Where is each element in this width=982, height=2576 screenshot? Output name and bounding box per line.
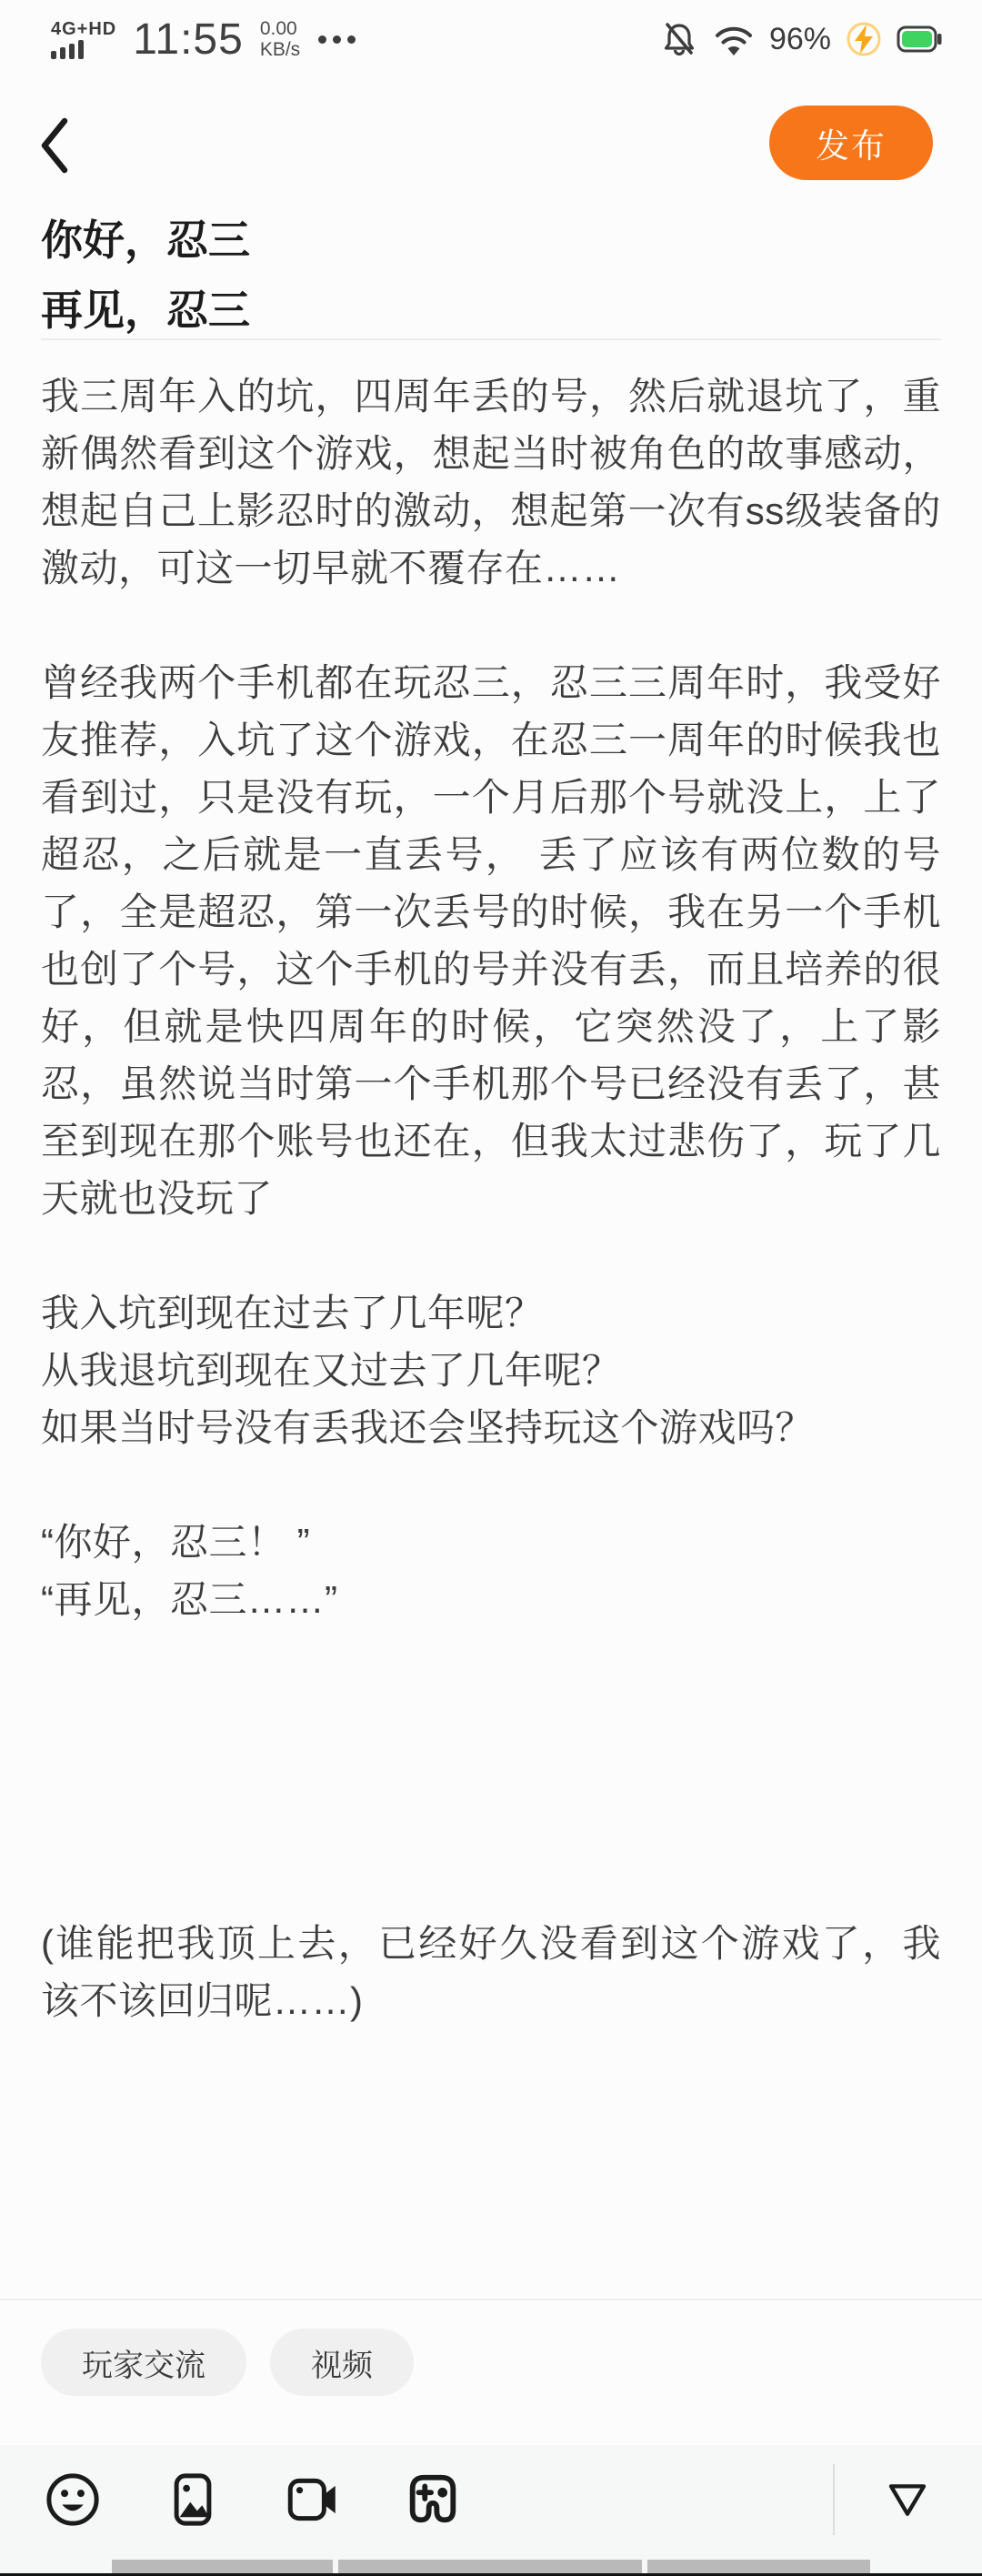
post-body-paragraph xyxy=(41,1456,941,1514)
post-body-paragraph xyxy=(41,1857,941,1915)
post-title-input[interactable] xyxy=(41,206,941,346)
emoji-button[interactable] xyxy=(42,2469,104,2531)
signal-bars-icon xyxy=(51,40,84,59)
charging-bolt-icon xyxy=(846,19,882,59)
editor-header xyxy=(0,95,982,196)
video-button[interactable] xyxy=(282,2469,344,2531)
emoji-icon xyxy=(43,2470,103,2530)
chevron-left-icon xyxy=(37,116,72,176)
back-button[interactable] xyxy=(27,109,82,182)
toolbar-icon-group xyxy=(42,2469,833,2531)
publish-button-label: 发布 xyxy=(816,127,887,165)
post-body-paragraph xyxy=(41,1227,941,1284)
mute-bell-icon xyxy=(660,20,698,58)
nav-hint-bar-center[interactable] xyxy=(338,2560,642,2573)
game-icon xyxy=(403,2470,463,2530)
post-body-paragraph xyxy=(41,1743,941,1800)
network-type-label: 4G+HD xyxy=(51,18,117,39)
post-body-paragraph: “再见，忍三……” xyxy=(41,1578,338,1621)
video-icon xyxy=(283,2470,343,2530)
tags-divider xyxy=(0,2299,982,2300)
image-icon xyxy=(163,2470,223,2530)
editor-toolbar xyxy=(0,2445,982,2576)
post-body-paragraph: (谁能把我顶上去，已经好久没看到这个游戏了，我该不该回归呢……) xyxy=(41,1922,941,2022)
publish-button[interactable] xyxy=(769,106,933,180)
post-body-paragraph: 我三周年入的坑，四周年丢的号，然后就退坑了，重新偶然看到这个游戏，想起当时被角色的故事感动，想起自己上影忍时的激动，想起第一次有ss级装备的激动，可这一切早就不覆存在…… xyxy=(41,375,941,589)
battery-percent-label: 96% xyxy=(768,21,831,56)
speed-value: 0.00 xyxy=(259,18,297,39)
image-button[interactable] xyxy=(162,2469,224,2531)
post-body-paragraph: 我入坑到现在过去了几年呢？ xyxy=(41,1292,544,1334)
post-body-paragraph xyxy=(41,1800,941,1857)
selected-tags-row xyxy=(41,2329,414,2396)
cell-signal xyxy=(51,20,116,59)
post-title-line: 再见，忍三 xyxy=(41,287,250,334)
post-body-paragraph xyxy=(41,1685,941,1743)
post-body-paragraph: 如果当时号没有丢我还会坚持玩这个游戏吗？ xyxy=(41,1406,815,1449)
nav-hint-bar-right[interactable] xyxy=(647,2560,870,2573)
clock-time: 11:55 xyxy=(133,15,244,64)
collapse-keyboard-button[interactable] xyxy=(882,2474,933,2525)
nav-hint-bar-left[interactable] xyxy=(112,2560,333,2573)
speed-unit: KB/s xyxy=(259,39,301,60)
status-bar xyxy=(0,0,982,71)
post-body-paragraph xyxy=(41,1628,941,1685)
collapse-triangle-icon xyxy=(883,2475,932,2524)
toolbar-divider xyxy=(833,2464,835,2535)
status-left-group xyxy=(51,15,660,65)
battery-icon xyxy=(897,21,942,57)
post-body-paragraph xyxy=(41,597,941,654)
post-title-line: 你好，忍三 xyxy=(41,216,250,264)
post-body-textarea[interactable] xyxy=(41,367,941,2029)
status-right-group xyxy=(660,19,942,59)
post-body-paragraph: 从我退坑到现在又过去了几年呢？ xyxy=(41,1349,621,1392)
network-speed xyxy=(260,18,300,60)
wifi-icon xyxy=(713,21,755,57)
game-button[interactable] xyxy=(402,2469,464,2531)
tag-chip[interactable]: 玩家交流 xyxy=(41,2329,246,2396)
post-body-paragraph: “你好，忍三！ ” xyxy=(41,1521,311,1564)
post-body-paragraph: 曾经我两个手机都在玩忍三，忍三三周年时，我受好友推荐，入坑了这个游戏，在忍三一周年的时候我也看到过，只是没有玩，一个月后那个号就没上，上了超忍，之后就是一直丢号， 丢了应该有两位数的号了，全是超忍，第一次丢号的时候，我在另一个手机也创了个号，这个手机的号并没有丢，而且培养的很好，但就是快四周年的时候，它突然没了，上了影忍，虽然说当时第一个手机那个号已经没有丢了，甚至到现在那个账号也还在，但我太过悲伤了，玩了几天就也没玩了 xyxy=(41,661,941,1220)
more-dots-icon xyxy=(318,35,356,44)
title-divider xyxy=(41,338,941,340)
tag-chip[interactable]: 视频 xyxy=(270,2329,414,2396)
